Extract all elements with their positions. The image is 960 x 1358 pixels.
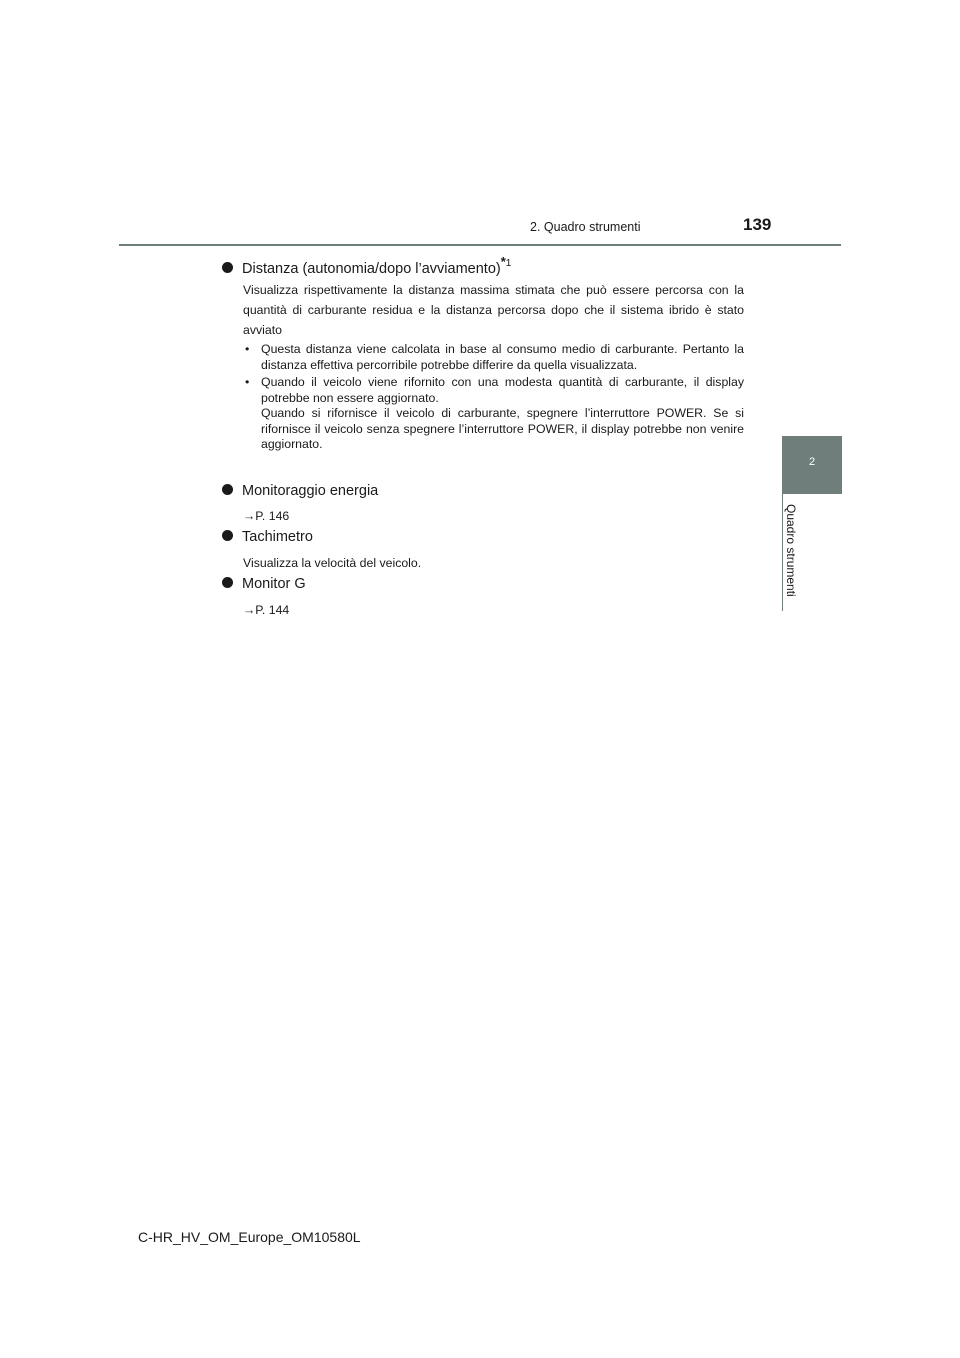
chapter-tab bbox=[782, 436, 842, 494]
bullet-icon bbox=[222, 577, 233, 588]
note-text-continued: Quando si rifornisce il veicolo di carburante, spegnere l’interruttore POWER. Se si rifornisce il veicolo senza spegnere l’interruttore POWER, il display potrebbe non venire aggiornato. bbox=[261, 406, 744, 451]
bullet-icon bbox=[222, 262, 233, 273]
item-distance-notes bbox=[245, 342, 744, 453]
note-item bbox=[245, 342, 744, 373]
note-text: Questa distanza viene calcolata in base al consumo medio di carburante. Pertanto la distanza effettiva percorribile potrebbe differire da quella visualizzata. bbox=[261, 342, 744, 372]
note-bullet: • bbox=[245, 342, 250, 356]
item-g-monitor-heading bbox=[222, 576, 306, 592]
header-divider bbox=[119, 244, 841, 246]
chapter-label: Quadro strumenti bbox=[784, 504, 798, 597]
item-distance-heading bbox=[222, 254, 511, 277]
page-number: 139 bbox=[743, 215, 772, 234]
item-energy-monitor-title: Monitoraggio energia bbox=[242, 483, 379, 499]
footnote-marker: *1 bbox=[500, 254, 512, 269]
note-item bbox=[245, 375, 744, 453]
chapter-number: 2 bbox=[808, 456, 816, 468]
bullet-icon bbox=[222, 484, 233, 495]
bullet-icon bbox=[222, 530, 233, 541]
page-reference-link[interactable]: →P. 144 bbox=[243, 603, 290, 617]
section-title: 2. Quadro strumenti bbox=[530, 220, 641, 234]
item-g-monitor-title: Monitor G bbox=[242, 576, 306, 592]
document-code: C-HR_HV_OM_Europe_OM10580L bbox=[138, 1229, 361, 1245]
item-energy-monitor-heading bbox=[222, 483, 378, 499]
item-speedometer-heading bbox=[222, 529, 313, 545]
note-bullet: • bbox=[245, 375, 250, 389]
item-speedometer-title: Tachimetro bbox=[242, 529, 313, 545]
page-reference-link[interactable]: →P. 146 bbox=[243, 509, 290, 523]
item-distance-description: Visualizza rispettivamente la distanza massima stimata che può essere percorsa con la quantità di carburante residua e la distanza percorsa dopo che il sistema ibrido è stato avviato bbox=[243, 283, 744, 337]
item-distance-title: Distanza (autonomia/dopo l’avviamento) bbox=[242, 261, 501, 277]
item-speedometer-description: Visualizza la velocità del veicolo. bbox=[243, 556, 422, 570]
chapter-tab-line bbox=[782, 494, 783, 611]
note-text: Quando il veicolo viene rifornito con una modesta quantità di carburante, il display potrebbe non essere aggiornato. bbox=[261, 375, 744, 405]
